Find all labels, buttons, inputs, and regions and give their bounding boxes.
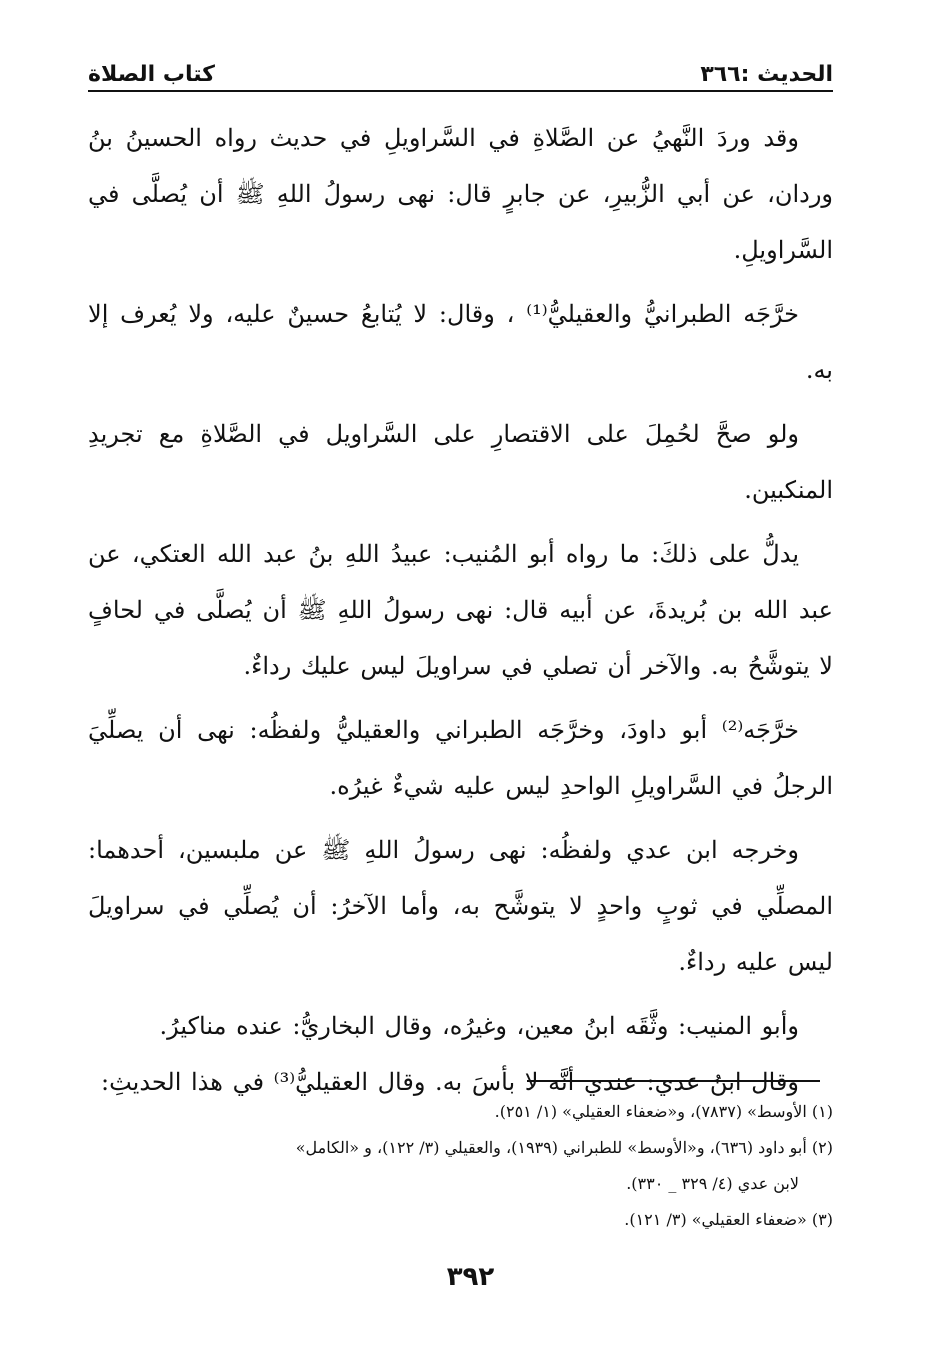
footnote-3: (٣) «ضعفاء العقيلي» (٣/ ١٢١). [624,1210,833,1229]
paragraph-8: وقال ابنُ عدي: عندي أنَّه لا بأسَ به. وقال العقيليُّ⁽³⁾ في هذا الحديثِ: [100,1068,799,1096]
footnotes [88,1094,833,1238]
running-head-hadith: الحديث :٣٦٦ [700,62,833,87]
paragraph-7: وأبو المنيب: وثَّقَه ابنُ معين، وغيرُه، وقال البخاريُّ: عنده مناكيرُ. [159,1012,799,1040]
footnote-separator [527,1080,820,1082]
paragraph-2: خرَّجَه الطبرانيُّ والعقيليُّ⁽¹⁾ ، وقال: لا يُتابعُ حسينٌ عليه، ولا يُعرف إلا به. [88,300,833,384]
main-text [88,110,833,1110]
footnote-2-continuation: لابن عدي (٤/ ٣٢٩ _ ٣٣٠). [626,1174,799,1193]
footnote-2: (٢) أبو داود (٦٣٦)، و«الأوسط» للطبراني (١٩٣٩)، والعقيلي (٣/ ١٢٢)، و «الكامل» [295,1138,833,1157]
running-head-book-title: كتاب الصلاة [88,62,215,87]
page-number: ٣٩٢ [446,1262,495,1292]
paragraph-3: ولو صحَّ لحُمِلَ على الاقتصارِ على السَّراويل في الصَّلاةِ مع تجريدِ المنكبين. [88,420,833,504]
running-header [88,52,833,92]
footnote-1: (١) الأوسط» (٧٨٣٧)، و«ضعفاء العقيلي» (١/ ٢٥١). [494,1102,833,1121]
paragraph-5: خرَّجَه⁽²⁾ أبو داودَ، وخرَّجَه الطبراني والعقيليُّ ولفظُه: نهى أن يصلِّيَ الرجلُ في السَّراويلِ الواحدِ ليس عليه شيءٌ غيرُه. [88,716,833,800]
paragraph-6: وخرجه ابن عدي ولفظُه: نهى رسولُ اللهِ ﷺ عن ملبسين، أحدهما: المصلِّي في ثوبٍ واحدٍ لا يتوشَّح به، وأما الآخرُ: أن يُصلِّي في سراويلَ ليس عليه رداءٌ. [88,836,833,976]
paragraph-4: يدلُّ على ذلكَ: ما رواه أبو المُنيب: عبيدُ اللهِ بنُ عبد الله العتكي، عن عبد الله بن بُريدةَ، عن أبيه قال: نهى رسولُ اللهِ ﷺ أن يُصلَّى في لحافٍ لا يتوشَّحُ به. والآخر أن تصلي في سراويلَ ليس عليك رداءٌ. [88,540,833,680]
paragraph-1: وقد وردَ النَّهيُ عن الصَّلاةِ في السَّراويلِ في حديث رواه الحسينُ بنُ وردان، عن أبي الزُّبيرِ، عن جابرٍ قال: نهى رسولُ اللهِ ﷺ أن يُصلَّى في السَّراويلِ. [88,124,833,264]
